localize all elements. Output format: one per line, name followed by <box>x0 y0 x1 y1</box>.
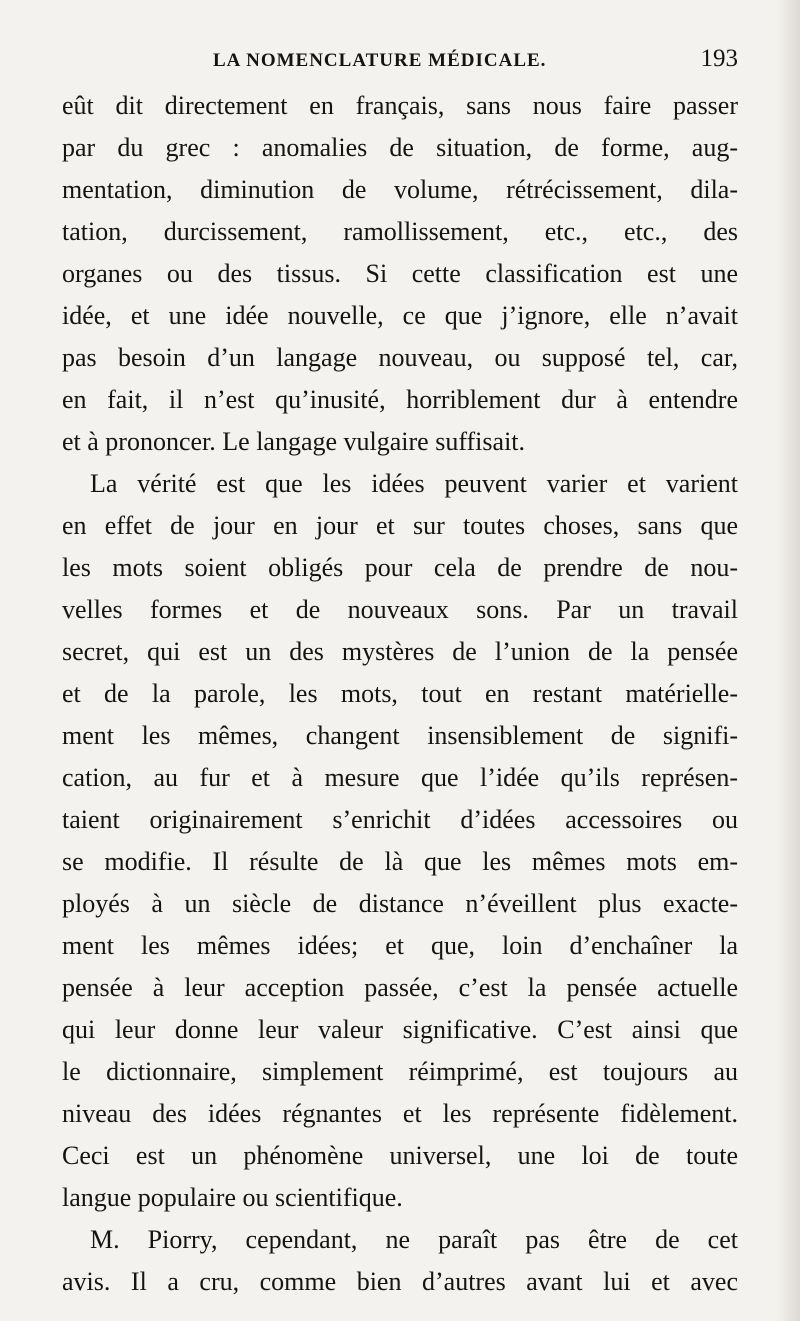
text-line: velles formes et de nouveaux sons. Par un travail <box>62 595 738 624</box>
running-title: LA NOMENCLATURE MÉDICALE. <box>213 50 547 71</box>
text-line: tation, durcissement, ramollissement, etc., etc., des <box>62 217 738 246</box>
text-line: et à prononcer. Le langage vulgaire suffisait. <box>62 427 526 456</box>
text-line: Ceci est un phénomène universel, une loi de toute <box>62 1141 738 1170</box>
text-line: ployés à un siècle de distance n’éveillent plus exacte- <box>62 889 738 918</box>
text-line: par du grec : anomalies de situation, de forme, aug- <box>62 133 738 162</box>
text-line: qui leur donne leur valeur significative. C’est ainsi que <box>62 1015 738 1044</box>
text-line: cation, au fur et à mesure que l’idée qu’ils représen- <box>62 763 738 792</box>
text-line: secret, qui est un des mystères de l’union de la pensée <box>62 637 738 666</box>
text-line: eût dit directement en français, sans nous faire passer <box>62 91 738 120</box>
text-line: en fait, il n’est qu’inusité, horriblement dur à entendre <box>62 385 738 414</box>
text-line: taient originairement s’enrichit d’idées accessoires ou <box>62 805 738 834</box>
text-line: avis. Il a cru, comme bien d’autres avant lui et avec <box>62 1267 738 1296</box>
paragraph-first-line: M. Piorry, cependant, ne paraît pas être de cet <box>90 1225 738 1254</box>
text-line: organes ou des tissus. Si cette classification est une <box>62 259 738 288</box>
text-line: le dictionnaire, simplement réimprimé, est toujours au <box>62 1057 738 1086</box>
text-line: en effet de jour en jour et sur toutes choses, sans que <box>62 511 738 540</box>
text-line: niveau des idées régnantes et les représente fidèlement. <box>62 1099 738 1128</box>
page-number: 193 <box>700 45 738 72</box>
text-line: les mots soient obligés pour cela de prendre de nou- <box>62 553 738 582</box>
text-line: pensée à leur acception passée, c’est la pensée actuelle <box>62 973 738 1002</box>
text-line: ment les mêmes, changent insensiblement de signifi- <box>62 721 738 750</box>
text-line: et de la parole, les mots, tout en restant matérielle- <box>62 679 738 708</box>
page-edge-shadow <box>778 0 800 1321</box>
text-line: pas besoin d’un langage nouveau, ou supposé tel, car, <box>62 343 738 372</box>
text-line: mentation, diminution de volume, rétrécissement, dila- <box>62 175 738 204</box>
text-line: se modifie. Il résulte de là que les mêmes mots em- <box>62 847 738 876</box>
text-line: langue populaire ou scientifique. <box>62 1183 403 1212</box>
text-line: ment les mêmes idées; et que, loin d’enchaîner la <box>62 931 738 960</box>
text-line: idée, et une idée nouvelle, ce que j’ignore, elle n’avait <box>62 301 738 330</box>
paragraph-first-line: La vérité est que les idées peuvent varier et varient <box>90 469 738 498</box>
